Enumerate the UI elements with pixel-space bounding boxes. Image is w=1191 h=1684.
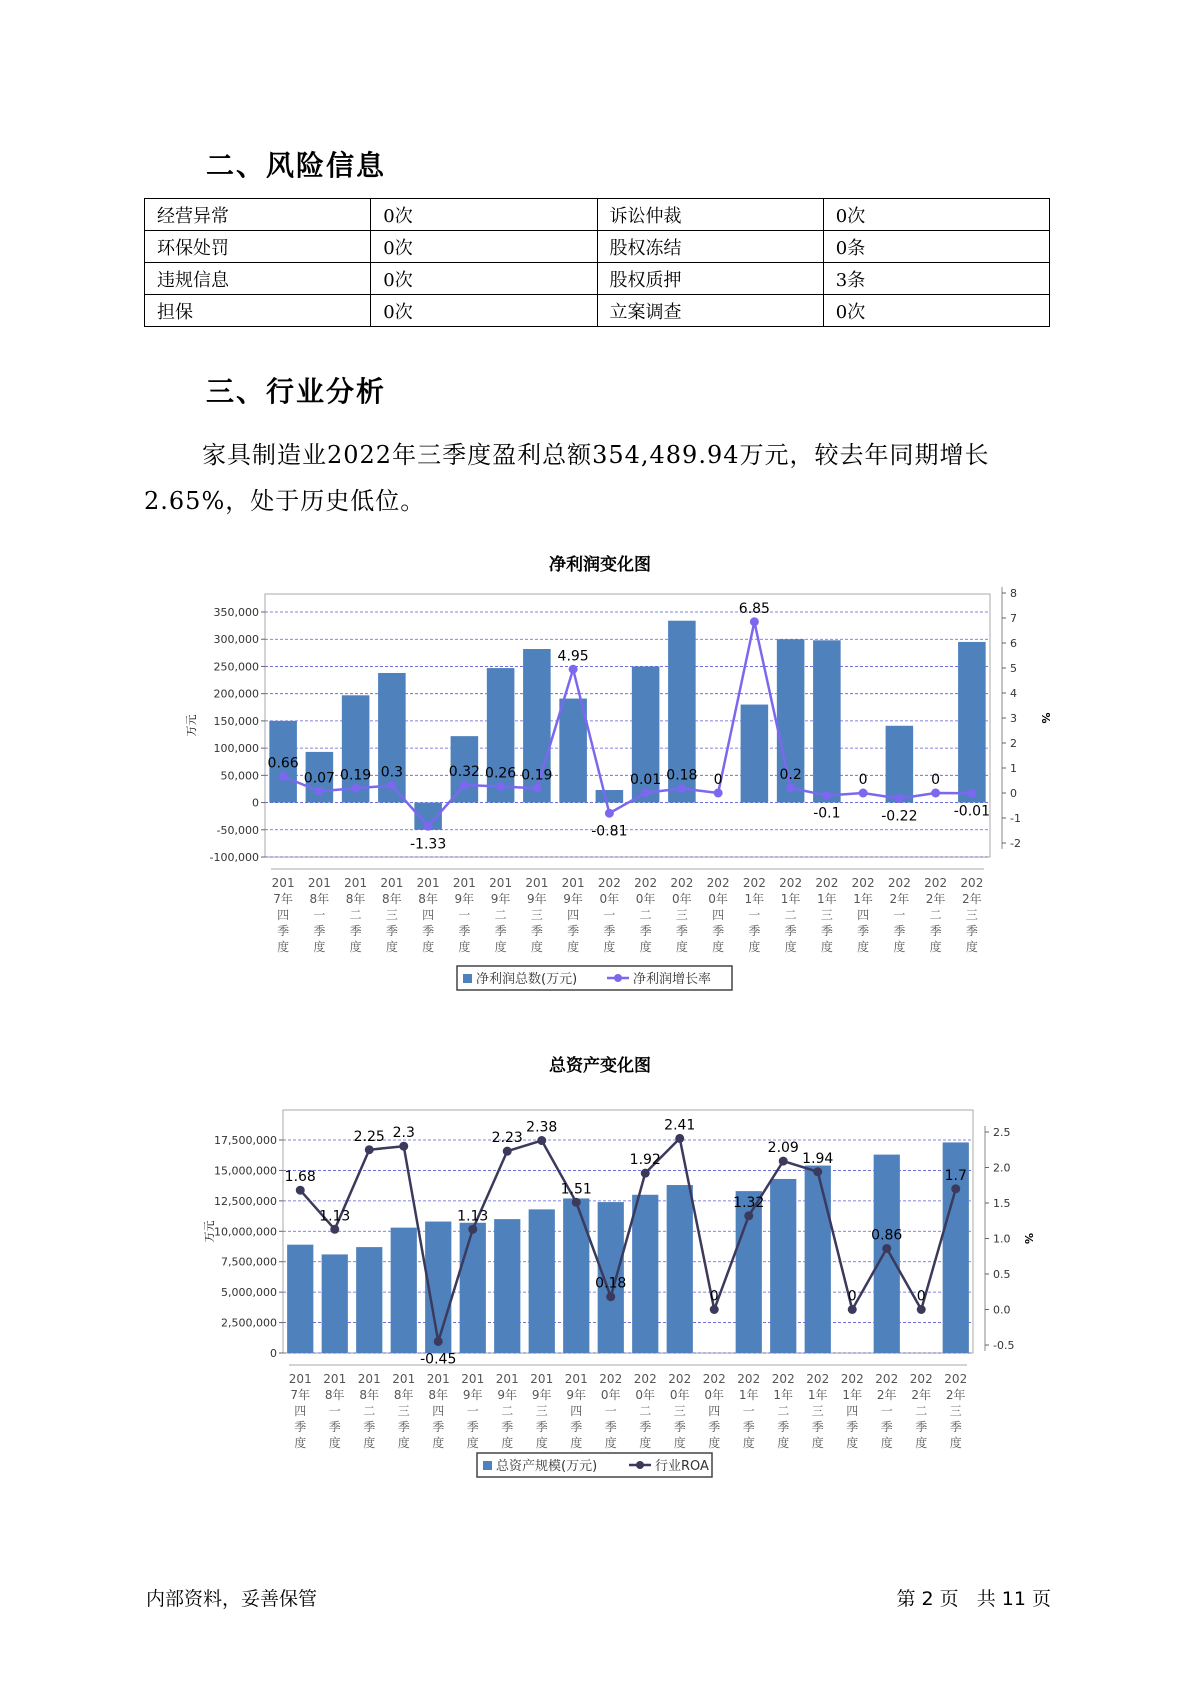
line-point <box>848 1305 857 1314</box>
y-tick-label: 200,000 <box>213 687 259 701</box>
x-tick-label: 202 1年二季度 <box>779 876 803 954</box>
x-tick-label: 202 0年三季度 <box>670 876 694 954</box>
bar <box>494 1219 520 1353</box>
risk-item-value: 0次 <box>371 231 597 263</box>
line-point <box>279 772 288 781</box>
section-title-industry: 三、行业分析 <box>206 375 387 408</box>
x-tick-label: 201 7年四季度 <box>288 1372 312 1450</box>
bar <box>805 1166 831 1353</box>
legend-line-marker <box>636 1461 644 1469</box>
x-tick-label: 202 1年四季度 <box>851 876 875 954</box>
x-tick-label: 202 1年三季度 <box>815 876 839 954</box>
y-tick-label: 5,000,000 <box>221 1286 277 1300</box>
risk-item-value: 0次 <box>823 199 1049 231</box>
x-tick-label: 202 0年二季度 <box>634 876 658 954</box>
data-label: -0.22 <box>881 808 918 825</box>
y-tick-label: 15,000,000 <box>214 1164 277 1178</box>
bar <box>770 1179 796 1353</box>
data-label: 0.18 <box>666 767 698 784</box>
risk-item-label: 股权质押 <box>597 263 823 295</box>
line-point <box>606 1292 615 1301</box>
data-label: 0 <box>916 1288 926 1305</box>
bar <box>632 1195 658 1353</box>
y2-tick-label: 8 <box>1010 587 1017 600</box>
data-label: 6.85 <box>738 600 770 617</box>
x-tick-label: 201 9年一季度 <box>452 876 476 954</box>
data-label: 1.13 <box>319 1208 351 1225</box>
line-point <box>641 788 650 797</box>
bar <box>322 1254 348 1353</box>
line-point <box>917 1305 926 1314</box>
x-tick-label: 201 9年三季度 <box>525 876 549 954</box>
data-label: 0.2 <box>779 767 802 783</box>
x-tick-label: 202 2年一季度 <box>875 1372 899 1450</box>
line-point <box>750 617 759 626</box>
data-label: 0.66 <box>267 755 299 772</box>
data-label: 1.32 <box>733 1194 765 1211</box>
y-tick-label: 17,500,000 <box>214 1134 277 1147</box>
risk-table-row <box>145 263 1050 295</box>
data-label: 0.3 <box>380 764 404 781</box>
data-label: 1.92 <box>629 1152 661 1169</box>
risk-item-label: 经营异常 <box>145 199 371 231</box>
x-tick-label: 202 0年四季度 <box>706 876 730 954</box>
line-point <box>675 1134 684 1143</box>
line-point <box>569 665 578 674</box>
line-point <box>882 1244 891 1253</box>
data-label: 2.41 <box>664 1117 696 1134</box>
x-tick-label: 202 0年二季度 <box>633 1372 657 1450</box>
footer-page-number: 第 2 页 共 11 页 <box>896 1588 1051 1610</box>
line-point <box>496 782 505 791</box>
x-tick-label: 201 8年三季度 <box>380 876 404 954</box>
legend-label: 净利润增长率 <box>633 972 712 987</box>
line-point <box>315 787 324 796</box>
data-label: -0.1 <box>813 805 841 822</box>
y2-tick-label: 2.0 <box>993 1161 1011 1175</box>
data-label: 0 <box>931 772 941 788</box>
risk-item-label: 环保处罚 <box>145 231 371 263</box>
x-tick-label: 202 1年四季度 <box>840 1372 864 1450</box>
bar <box>596 790 624 803</box>
x-tick-label: 201 7年四季度 <box>271 876 295 954</box>
data-label: 2.38 <box>526 1119 558 1136</box>
footer-confidential-note: 内部资料，妥善保管 <box>146 1588 318 1610</box>
x-tick-label: 202 0年三季度 <box>668 1372 692 1450</box>
line-point <box>931 789 940 798</box>
x-tick-label: 202 2年二季度 <box>909 1372 933 1450</box>
line-point <box>710 1305 719 1314</box>
data-label: 2.25 <box>353 1128 385 1145</box>
y-tick-label: -100,000 <box>209 851 259 864</box>
x-tick-label: 202 0年四季度 <box>702 1372 726 1450</box>
line-point <box>330 1225 339 1234</box>
line-point <box>351 784 360 793</box>
x-tick-label: 201 9年三季度 <box>530 1372 554 1450</box>
data-label: 0.19 <box>340 767 372 784</box>
legend-bar-swatch <box>463 974 472 983</box>
x-tick-label: 202 2年三季度 <box>960 876 984 954</box>
risk-item-value: 3条 <box>823 263 1049 295</box>
bar <box>391 1228 417 1353</box>
y-tick-label: 50,000 <box>220 769 259 783</box>
x-tick-label: 201 8年四季度 <box>416 876 440 954</box>
x-tick-label: 202 0年一季度 <box>597 876 621 954</box>
line-point <box>779 1157 788 1166</box>
line-point <box>677 784 686 793</box>
line-point <box>951 1184 960 1193</box>
y2-tick-label: 3 <box>1010 712 1017 725</box>
x-tick-label: 202 2年二季度 <box>924 876 948 954</box>
risk-item-label: 立案调查 <box>597 295 823 327</box>
data-label: 1.51 <box>560 1181 592 1198</box>
line-point <box>813 1167 822 1176</box>
line-point <box>822 791 831 800</box>
line-point <box>714 789 723 798</box>
y2-tick-label: 2.5 <box>993 1126 1011 1139</box>
y2-tick-label: 1.5 <box>993 1197 1011 1210</box>
x-tick-label: 201 9年二季度 <box>495 1372 519 1450</box>
line-point <box>532 784 541 793</box>
data-label: 4.95 <box>557 648 589 665</box>
x-tick-label: 202 2年三季度 <box>944 1372 968 1450</box>
x-tick-label: 202 0年一季度 <box>599 1372 623 1450</box>
x-tick-label: 201 8年二季度 <box>357 1372 381 1450</box>
line-point <box>503 1147 512 1156</box>
line-point <box>460 781 469 790</box>
y-tick-label: 100,000 <box>213 742 259 756</box>
risk-item-value: 0条 <box>823 231 1049 263</box>
x-tick-label: 202 2年一季度 <box>887 876 911 954</box>
data-label: -1.33 <box>410 836 447 853</box>
bar <box>886 726 914 803</box>
line-point <box>296 1186 305 1195</box>
y2-tick-label: -0.5 <box>993 1339 1015 1352</box>
net-profit-chart <box>140 580 1050 1000</box>
y2-tick-label: 7 <box>1010 612 1017 625</box>
line-point <box>399 1142 408 1151</box>
legend-label: 行业ROA <box>655 1459 709 1474</box>
risk-item-value: 0次 <box>823 295 1049 327</box>
data-label: 1.7 <box>944 1167 967 1184</box>
line-point <box>572 1198 581 1207</box>
line-point <box>641 1169 650 1178</box>
data-label: 1.94 <box>802 1150 834 1167</box>
line-point <box>895 794 904 803</box>
line-point <box>434 1337 443 1346</box>
risk-item-label: 担保 <box>145 295 371 327</box>
bar <box>958 642 986 803</box>
x-tick-label: 202 1年二季度 <box>771 1372 795 1450</box>
line-point <box>605 809 614 818</box>
data-label: 0 <box>713 772 723 788</box>
x-tick-label: 201 8年一季度 <box>307 876 331 954</box>
risk-item-label: 诉讼仲裁 <box>597 199 823 231</box>
line-point <box>468 1225 477 1234</box>
x-tick-label: 201 9年二季度 <box>489 876 513 954</box>
bar <box>667 1185 693 1353</box>
y2-axis-label: % <box>1022 1232 1035 1245</box>
x-tick-label: 202 1年三季度 <box>806 1372 830 1450</box>
y-tick-label: 350,000 <box>213 606 259 619</box>
data-label: 0.26 <box>485 765 517 782</box>
section-title-risk: 二、风险信息 <box>206 149 387 182</box>
y2-tick-label: 5 <box>1010 662 1017 675</box>
y-tick-label: 0 <box>252 796 259 810</box>
y2-tick-label: 1.0 <box>993 1232 1011 1246</box>
risk-table-row <box>145 295 1050 327</box>
y-tick-label: 2,500,000 <box>221 1316 277 1330</box>
y-tick-label: 12,500,000 <box>214 1194 277 1208</box>
y2-tick-label: 2 <box>1010 737 1017 750</box>
legend-label: 净利润总数(万元) <box>476 972 578 987</box>
y2-tick-label: -1 <box>1010 812 1021 825</box>
line-point <box>537 1136 546 1145</box>
data-label: -0.01 <box>953 803 990 820</box>
risk-table-row <box>145 199 1050 231</box>
bar <box>559 699 587 803</box>
y-tick-label: 0 <box>270 1347 277 1360</box>
y2-tick-label: 4 <box>1010 687 1017 700</box>
y2-axis-label: % <box>1039 712 1052 724</box>
x-tick-label: 201 9年四季度 <box>561 876 585 954</box>
x-tick-label: 201 8年一季度 <box>323 1372 347 1450</box>
y2-tick-label: 0 <box>1010 787 1017 800</box>
bar <box>356 1247 382 1353</box>
y-tick-label: 150,000 <box>213 714 259 728</box>
risk-table-row <box>145 231 1050 263</box>
bar <box>563 1198 589 1353</box>
line-point <box>786 784 795 793</box>
y2-tick-label: 0.0 <box>993 1303 1011 1317</box>
y-tick-label: -50,000 <box>216 823 259 837</box>
data-label: 2.3 <box>392 1125 415 1142</box>
y2-tick-label: 0.5 <box>993 1268 1011 1281</box>
data-label: 0.32 <box>448 764 480 780</box>
x-tick-label: 201 8年四季度 <box>426 1372 450 1450</box>
chart2-title: 总资产变化图 <box>549 1056 651 1076</box>
industry-summary-paragraph: 家具制造业2022年三季度盈利总额354,489.94万元，较去年同期增长2.65%，处于历史低位。 <box>144 441 990 515</box>
data-label: 0 <box>709 1288 719 1305</box>
data-label: 0.18 <box>595 1275 627 1292</box>
x-tick-label: 201 8年三季度 <box>392 1372 416 1450</box>
risk-item-label: 股权冻结 <box>597 231 823 263</box>
risk-item-label: 违规信息 <box>145 263 371 295</box>
x-tick-label: 201 8年二季度 <box>344 876 368 954</box>
data-label: -0.45 <box>420 1351 457 1368</box>
y2-tick-label: 1 <box>1010 762 1017 775</box>
data-label: 0 <box>847 1288 857 1305</box>
data-label: 0.01 <box>630 771 662 788</box>
data-label: 0.19 <box>521 767 553 784</box>
risk-item-value: 0次 <box>371 199 597 231</box>
data-label: 1.13 <box>457 1208 489 1225</box>
y-tick-label: 10,000,000 <box>214 1225 277 1239</box>
legend-bar-swatch <box>483 1461 492 1470</box>
data-label: -0.81 <box>591 823 628 840</box>
y-tick-label: 250,000 <box>213 660 259 674</box>
y2-tick-label: -2 <box>1010 837 1021 850</box>
chart1-title: 净利润变化图 <box>549 555 651 575</box>
x-tick-label: 201 9年一季度 <box>461 1372 485 1450</box>
line-point <box>967 789 976 798</box>
y-tick-label: 300,000 <box>213 633 259 647</box>
bar <box>813 640 841 802</box>
legend-label: 总资产规模(万元) <box>496 1459 598 1474</box>
y2-tick-label: 6 <box>1010 637 1017 650</box>
y-axis-label: 万元 <box>203 1220 216 1243</box>
x-tick-label: 202 1年一季度 <box>742 876 766 954</box>
bar <box>529 1209 555 1353</box>
y-tick-label: 7,500,000 <box>221 1255 277 1269</box>
risk-item-value: 0次 <box>371 295 597 327</box>
data-label: 2.09 <box>767 1140 799 1157</box>
x-tick-label: 201 9年四季度 <box>564 1372 588 1450</box>
data-label: 0 <box>858 772 868 788</box>
bar <box>460 1223 486 1353</box>
line-point <box>744 1211 753 1220</box>
line-point <box>859 789 868 798</box>
risk-item-value: 0次 <box>371 263 597 295</box>
data-label: 2.23 <box>491 1130 523 1147</box>
data-label: 1.68 <box>284 1169 316 1186</box>
line-point <box>424 822 433 831</box>
x-tick-label: 202 1年一季度 <box>737 1372 761 1450</box>
bar <box>287 1245 313 1353</box>
total-assets-chart <box>140 1080 1050 1500</box>
data-label: 0.07 <box>303 770 335 787</box>
risk-info-table <box>144 198 1050 327</box>
line-point <box>365 1145 374 1154</box>
bar <box>874 1155 900 1353</box>
line-point <box>387 781 396 790</box>
legend-line-marker <box>614 974 622 982</box>
bar <box>741 705 769 803</box>
y-axis-label: 万元 <box>185 714 198 737</box>
data-label: 0.86 <box>871 1227 903 1244</box>
